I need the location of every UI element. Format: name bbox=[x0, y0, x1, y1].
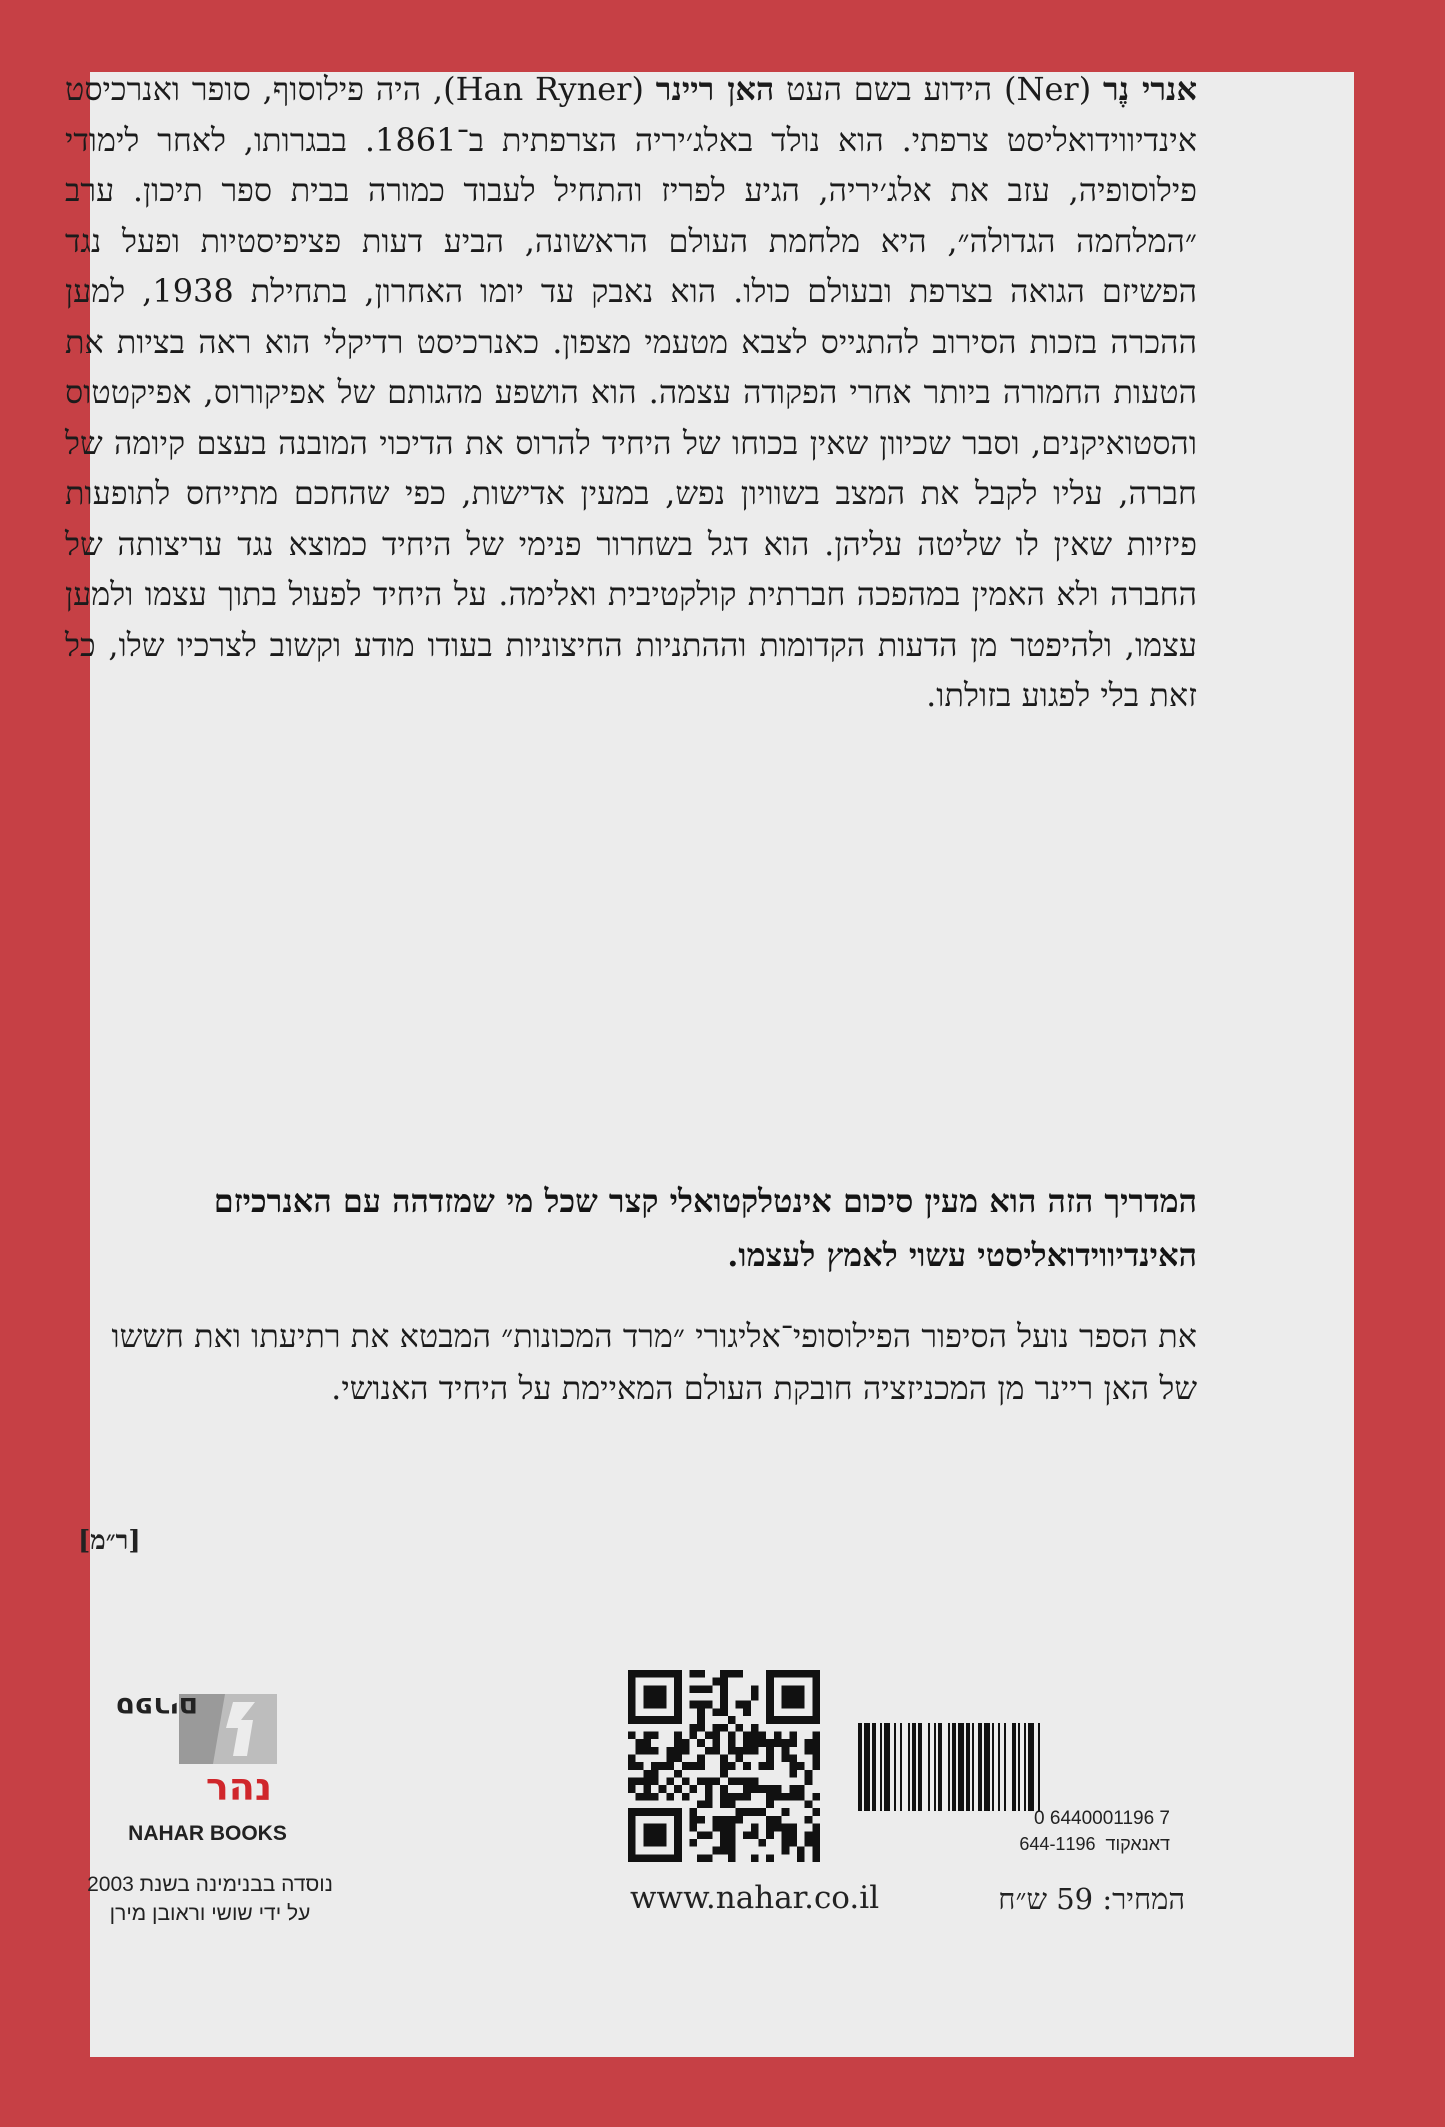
founded-line-1: נוסדה בבנימינה בשנת 2003 bbox=[87, 1873, 333, 1896]
logo-letters-top: ספרים bbox=[115, 1691, 199, 1724]
lead-paragraph: המדריך הזה הוא מעין סיכום אינטלקטואלי קצר שכל מי שמזדהה עם האנרכיזם האינדיווידואליסטי עשוי לאמץ לעצמו. bbox=[213, 1182, 1197, 1274]
logo-letters-red: נהר bbox=[205, 1765, 273, 1809]
pen-name: האן ריינר bbox=[655, 70, 775, 108]
publisher-name-en: NAHAR BOOKS bbox=[128, 1822, 287, 1845]
author-name-latin: (Ner) bbox=[1003, 70, 1092, 108]
price-label: המחיר: 59 ש״ח bbox=[998, 1882, 1185, 1916]
barcode-danacode bbox=[930, 1834, 1170, 1855]
qr-code bbox=[628, 1670, 820, 1862]
pen-name-latin: (Han Ryner) bbox=[443, 70, 644, 108]
author-name: אנרי נֶר bbox=[1103, 70, 1197, 108]
danacode-value: 644-1196 bbox=[1019, 1834, 1096, 1854]
barcode-number: 0 6440001196 7 bbox=[1034, 1808, 1170, 1829]
bio-text-2: , היה פילוסוף, סופר ואנרכיסט אינדיווידואליסט צרפתי. הוא נולד באלג׳יריה הצרפתית ב־1861. בבגרותו, לאחר לימודי פילוסופיה, עזב את אלג׳יריה, הגיע לפריז והתחיל לעבוד כמורה בבית ספר תיכון. ערב ״המלחמה הגדולה״, היא מלחמת העולם הראשונה, הביע דעות פציפיסטיות ופעל נגד הפשיזם הגואה בצרפת ובעולם כולו. הוא נאבק עד יומו האחרון, בתחילת 1938, למען ההכרה בזכות הסירוב להתגייס לצבא מטעמי מצפון. כאנרכיסט רדיקלי הוא ראה בציות את הטעות החמורה ביותר אחרי הפקודה עצמה. הוא הושפע מהגותם של אפיקורוס, אפיקטטוס והסטואיקנים, וסבר שכיוון שאין בכוחו של היחיד להרוס את הדיכוי המובנה בעצם קיומה של חברה, עליו לקבל את המצב בשוויון נפש, במעין אדישות, כפי שהחכם מתייחס לתופעות פיזיות שאין לו שליטה עליהן. הוא דגל בשחרור פנימי של היחיד כמוצא נגד עריצותה של החברה ולא האמין במהפכה חברתית קולקטיבית ואלימה. על היחיד לפעול בתוך עצמו ולמען עצמו, ולהיפטר מן הדעות הקדומות וההתניות החיצוניות בעודו מודע וקשוב לצרכיו שלו, כל זאת בלי לפגוע בזולתו. bbox=[65, 70, 1198, 714]
bio-text-1: הידוע בשם העט bbox=[786, 70, 993, 108]
nahar-books-logo bbox=[115, 1688, 287, 1813]
website-url: www.nahar.co.il bbox=[630, 1880, 880, 1916]
closing-paragraph: את הספר נועל הסיפור הפילוסופי־אליגורי ״מרד המכונות״ המבטא את רתיעתו ואת חששו של האן ריינר מן המכניזציה חובקת העולם המאיימת על היחיד האנושי. bbox=[111, 1317, 1197, 1407]
signature: [ר״מ] bbox=[78, 1526, 141, 1556]
author-bio-paragraph bbox=[65, 64, 1197, 721]
publisher-founded-note bbox=[60, 1870, 360, 1928]
founded-line-2: על ידי שושי וראובן מירן bbox=[109, 1902, 311, 1925]
barcode-image bbox=[850, 1715, 1180, 1890]
danacode-label: דאנאקוד bbox=[1105, 1834, 1170, 1854]
